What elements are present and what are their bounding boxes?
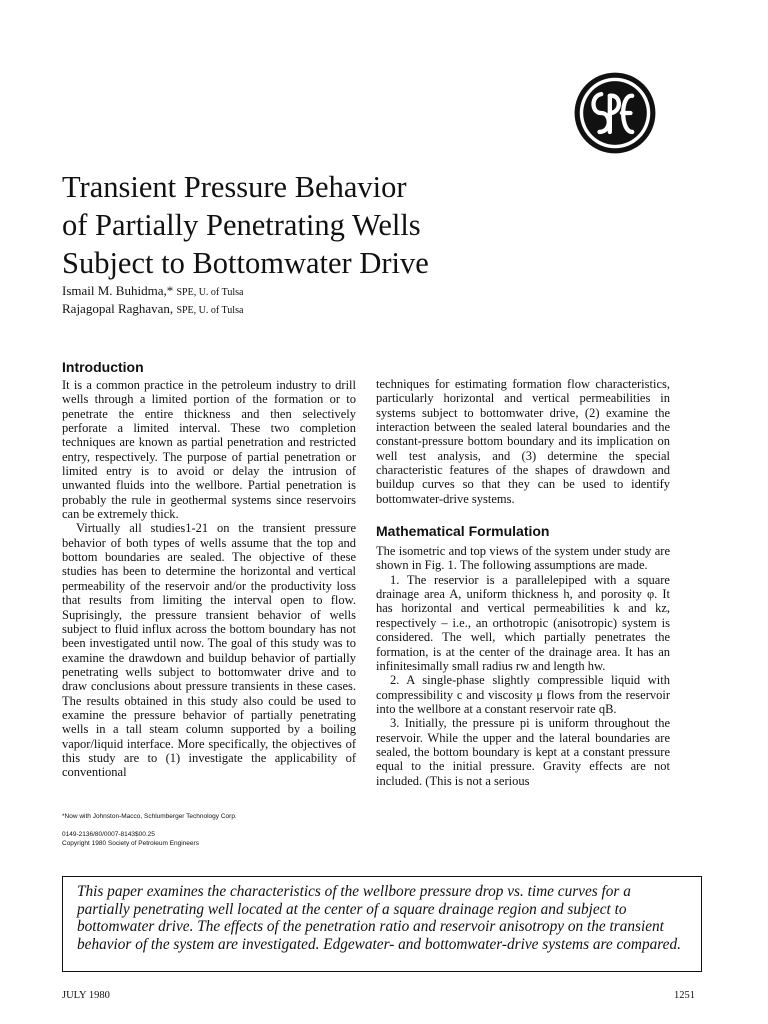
footnote-code: 0149-2136/80/0007-8143$00.25	[62, 831, 155, 838]
body-paragraph: The isometric and top views of the system under study are shown in Fig. 1. The following assumptions are made.	[376, 544, 670, 573]
abstract-box: This paper examines the characteristics of the wellbore pressure drop vs. time curves for a partially penetrating well located at the center of a square drainage region and subject to bottomwater drive. The effects of the penetration ratio and reservoir anisotropy on the transient behavior of the system are investigated. Edgewater- and bottomwater-drive systems are compared.	[62, 876, 702, 972]
section-heading-mathematical-formulation: Mathematical Formulation	[376, 523, 550, 540]
author-affiliation: SPE, U. of Tulsa	[176, 305, 244, 316]
body-paragraph: It is a common practice in the petroleum industry to drill wells through a limited portion of the formation or to penetrate the entire thickness and then selectively perforate a limited interval. These two completion techniques are known as partial penetration and restricted entry, respectively. The purpose of partial penetration or limited entry is to avoid or delay the intrusion of unwanted fluids into the wellbore. Partial penetration is probably the rule in geothermal systems since reservoirs can be extremely thick.	[62, 378, 356, 522]
title-line: Transient Pressure Behavior	[62, 170, 407, 204]
footnote	[62, 812, 356, 848]
author-affiliation: SPE, U. of Tulsa	[176, 287, 244, 298]
footnote-affiliation: *Now with Johnston-Macco, Schlumberger Technology Corp.	[62, 813, 237, 820]
assumption-paragraph: 3. Initially, the pressure pi is uniform throughout the reservoir. While the upper and the lateral boundaries are sealed, the bottom boundary is kept at a constant pressure equal to the initial pressure. Gravity effects are not included. (This is not a serious	[376, 716, 670, 788]
assumption-paragraph: 2. A single-phase slightly compressible liquid with compressibility c and viscosity μ flows from the reservoir into the wellbore at a constant reservoir rate qB.	[376, 673, 670, 716]
author-entry	[62, 283, 243, 301]
assumption-paragraph: 1. The reservior is a parallelepiped with a square drainage area A, uniform thickness h, and porosity φ. It has horizontal and vertical permeabilities k and kz, respectively – i.e., an orthotropic (anisotropic) system is considered. The well, which partially penetrates the formation, is at the center of the drainage area. It has an infinitesimally small radius rw and length hw.	[376, 572, 670, 673]
paper-title	[62, 168, 522, 282]
title-line: Subject to Bottomwater Drive	[62, 246, 429, 280]
title-line: of Partially Penetrating Wells	[62, 208, 421, 242]
author-name: Ismail M. Buhidma,*	[62, 283, 174, 298]
author-entry	[62, 301, 243, 319]
author-list	[62, 283, 243, 319]
right-column	[376, 377, 670, 788]
left-column	[62, 358, 356, 780]
author-name: Rajagopal Raghavan,	[62, 301, 174, 316]
footer-date: JULY 1980	[62, 990, 110, 1001]
footnote-copyright: Copyright 1980 Society of Petroleum Engineers	[62, 840, 199, 847]
footer-page-number: 1251	[674, 990, 695, 1001]
body-paragraph: Virtually all studies1-21 on the transient pressure behavior of both types of wells assume that the top and bottom boundaries are sealed. The objective of these studies has been to determine the horizontal and vertical permeability of the reservoir and/or the productivity loss that results from limiting the interval open to flow. Suprisingly, the pressure transient behavior of wells subject to fluid influx across the bottom boundary has not been investigated until now. The goal of this study was to examine the drawdown and buildup behavior of partially penetrating wells subject to bottomwater drive and to draw conclusions about pressure transients in these cases. The results obtained in this study also could be used to examine the pressure behavior of partially penetrating wells in a tall steam column supported by a boiling vapor/liquid interface. More specifically, the objectives of this study are to (1) investigate the applicability of conventional	[62, 521, 356, 780]
body-paragraph: techniques for estimating formation flow characteristics, particularly horizontal and vertical permeabilities in systems subject to bottomwater drive, (2) examine the interaction between the sealed lateral boundaries and the constant-pressure bottom boundary and its implication on well test analysis, and (3) determine the special characteristic features of the shapes of drawdown and buildup curves so that they can be used to identify bottomwater-drive systems.	[376, 377, 670, 506]
spe-logo-icon	[572, 70, 658, 156]
section-heading-introduction: Introduction	[62, 359, 144, 375]
